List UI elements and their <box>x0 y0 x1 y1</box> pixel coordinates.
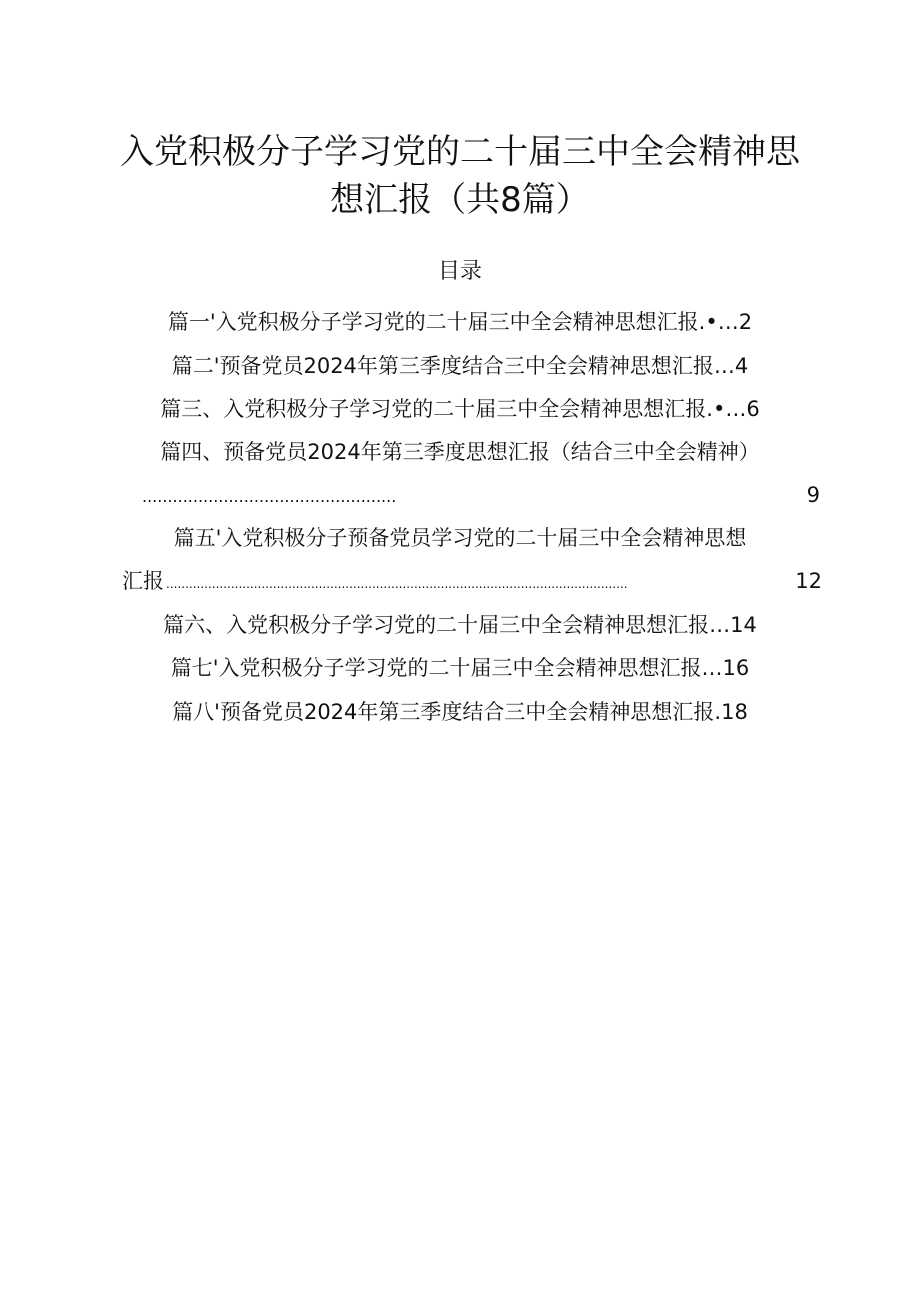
toc-entry-7[interactable]: 篇七'入党积极分子学习党的二十届三中全会精神思想汇报…16 <box>170 656 750 680</box>
toc-entry-5-continuation: 汇报 <box>122 569 164 593</box>
toc-entry-4[interactable]: 篇四、预备党员2024年第三季度思想汇报（结合三中全会精神） <box>160 440 760 464</box>
toc-entry-4-leader: .................................................. <box>142 487 397 506</box>
toc-entry-4-leader-row <box>140 480 820 512</box>
toc-entry-5[interactable]: 篇五'入党积极分子预备党员学习党的二十届三中全会精神思想 <box>173 526 747 550</box>
toc-entry-5-leader: ......................................................................................................................... <box>166 577 628 591</box>
document-title-line-1: 入党积极分子学习党的二十届三中全会精神思 <box>120 132 800 172</box>
toc-entry-3[interactable]: 篇三、入党积极分子学习党的二十届三中全会精神思想汇报.•…6 <box>160 397 760 421</box>
toc-heading: 目录 <box>437 259 482 284</box>
toc-entry-2[interactable]: 篇二'预备党员2024年第三季度结合三中全会精神思想汇报…4 <box>171 354 749 378</box>
toc-entry-8[interactable]: 篇八'预备党员2024年第三季度结合三中全会精神思想汇报.18 <box>172 700 748 724</box>
toc-entry-6[interactable]: 篇六、入党积极分子学习党的二十届三中全会精神思想汇报…14 <box>163 613 757 637</box>
toc-entry-5-page: 12 <box>795 569 822 593</box>
document-title-line-2: 想汇报（共8篇） <box>330 180 590 220</box>
toc-entry-1[interactable]: 篇一'入党积极分子学习党的二十届三中全会精神思想汇报.•…2 <box>167 310 753 334</box>
toc-entry-4-page: 9 <box>806 483 820 507</box>
toc-entry-5-leader-row <box>122 566 822 599</box>
